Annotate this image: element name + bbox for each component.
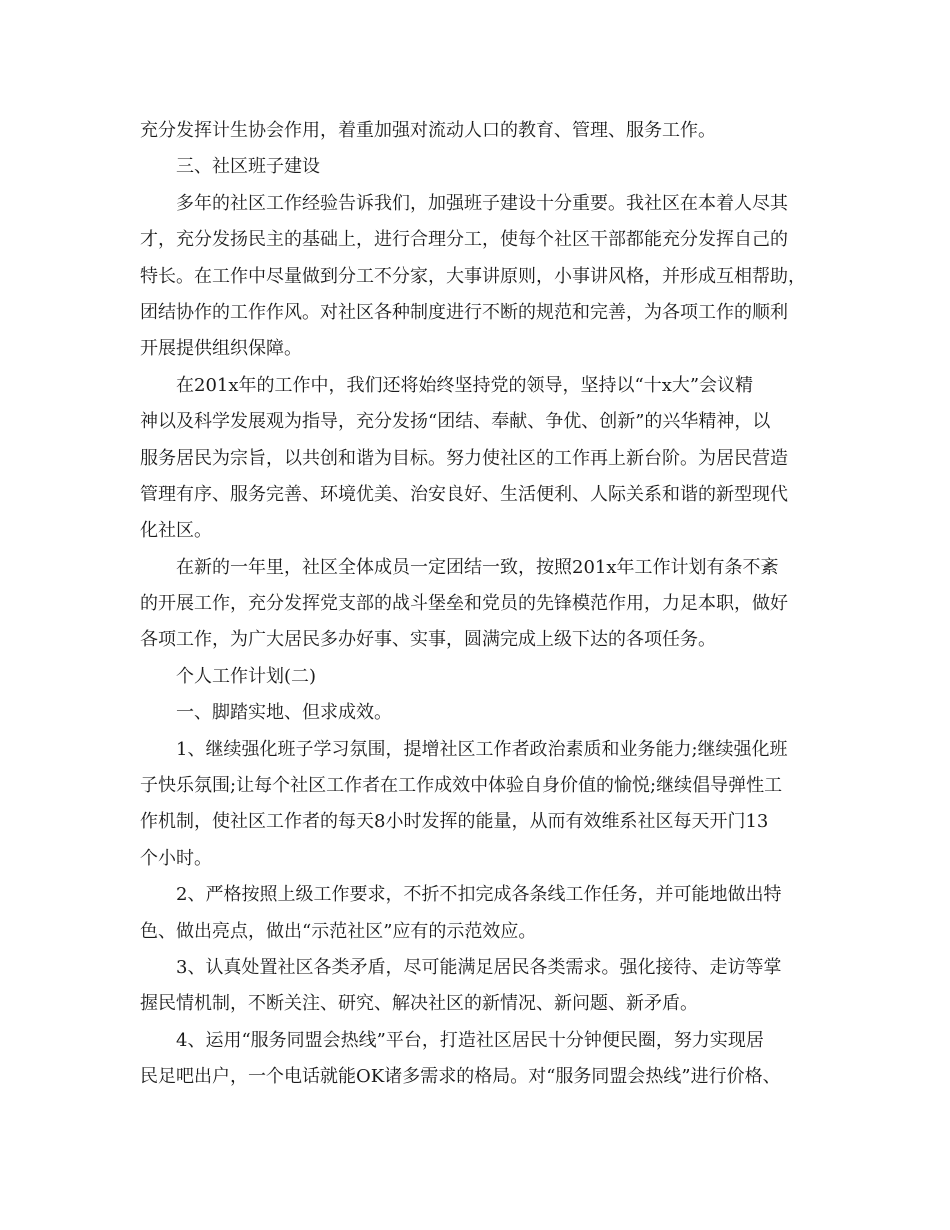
text-line: 1、继续强化班子学习氛围，提增社区工作者政治素质和业务能力;继续强化班: [176, 738, 788, 760]
text-line: 3、认真处置社区各类矛盾，尽可能满足居民各类需求。强化接待、走访等掌: [176, 956, 782, 978]
text-line: 民足吧出户，一个电话就能OK诸多需求的格局。对“服务同盟会热线”进行价格、: [140, 1066, 781, 1088]
text-line: 个小时。: [140, 847, 212, 869]
section-heading: 个人工作计划(二): [176, 665, 317, 687]
text-line: 色、做出亮点，做出“示范社区”应有的示范效应。: [140, 920, 537, 942]
section-heading: 三、社区班子建设: [176, 156, 320, 178]
text-line: 在新的一年里，社区全体成员一定团结一致，按照201x年工作计划有条不紊: [176, 556, 779, 578]
text-line: 作机制，使社区工作者的每天8小时发挥的能量，从而有效维系社区每天开门13: [140, 811, 769, 833]
text-line: 神以及科学发展观为指导，充分发扬“团结、奉献、争优、创新”的兴华精神，以: [140, 411, 771, 433]
text-line: 管理有序、服务完善、环境优美、治安良好、生活便利、人际关系和谐的新型现代: [140, 483, 788, 505]
text-line: 开展提供组织保障。: [140, 338, 302, 360]
text-line: 特长。在工作中尽量做到分工不分家，大事讲原则，小事讲风格，并形成互相帮助，: [140, 265, 806, 287]
text-line: 充分发挥计生协会作用，着重加强对流动人口的教育、管理、服务工作。: [140, 120, 716, 141]
text-line: 在201x年的工作中，我们还将始终坚持党的领导，坚持以“十x大”会议精: [176, 374, 754, 396]
text-line: 2、严格按照上级工作要求，不折不扣完成各条线工作任务，并可能地做出特: [176, 884, 782, 906]
text-line: 4、运用“服务同盟会热线”平台，打造社区居民十分钟便民圈，努力实现居: [176, 1029, 764, 1051]
text-line: 各项工作，为广大居民多办好事、实事，圆满完成上级下达的各项任务。: [140, 629, 716, 651]
text-line: 握民情机制，不断关注、研究、解决社区的新情况、新问题、新矛盾。: [140, 993, 698, 1015]
text-line: 团结协作的工作作风。对社区各种制度进行不断的规范和完善，为各项工作的顺利: [140, 301, 788, 323]
text-line: 服务居民为宗旨，以共创和谐为目标。努力使社区的工作再上新台阶。为居民营造: [140, 447, 788, 469]
document-body: [140, 113, 830, 1096]
text-line: 化社区。: [140, 520, 212, 542]
text-line: 多年的社区工作经验告诉我们，加强班子建设十分重要。我社区在本着人尽其: [176, 192, 788, 214]
text-line: 才，充分发扬民主的基础上，进行合理分工，使每个社区干部都能充分发挥自己的: [140, 229, 788, 251]
text-line: 子快乐氛围;让每个社区工作者在工作成效中体验自身价值的愉悦;继续倡导弹性工: [140, 775, 783, 797]
section-heading: 一、脚踏实地、但求成效。: [176, 702, 392, 724]
text-line: 的开展工作，充分发挥党支部的战斗堡垒和党员的先锋模范作用，力足本职，做好: [140, 593, 788, 615]
